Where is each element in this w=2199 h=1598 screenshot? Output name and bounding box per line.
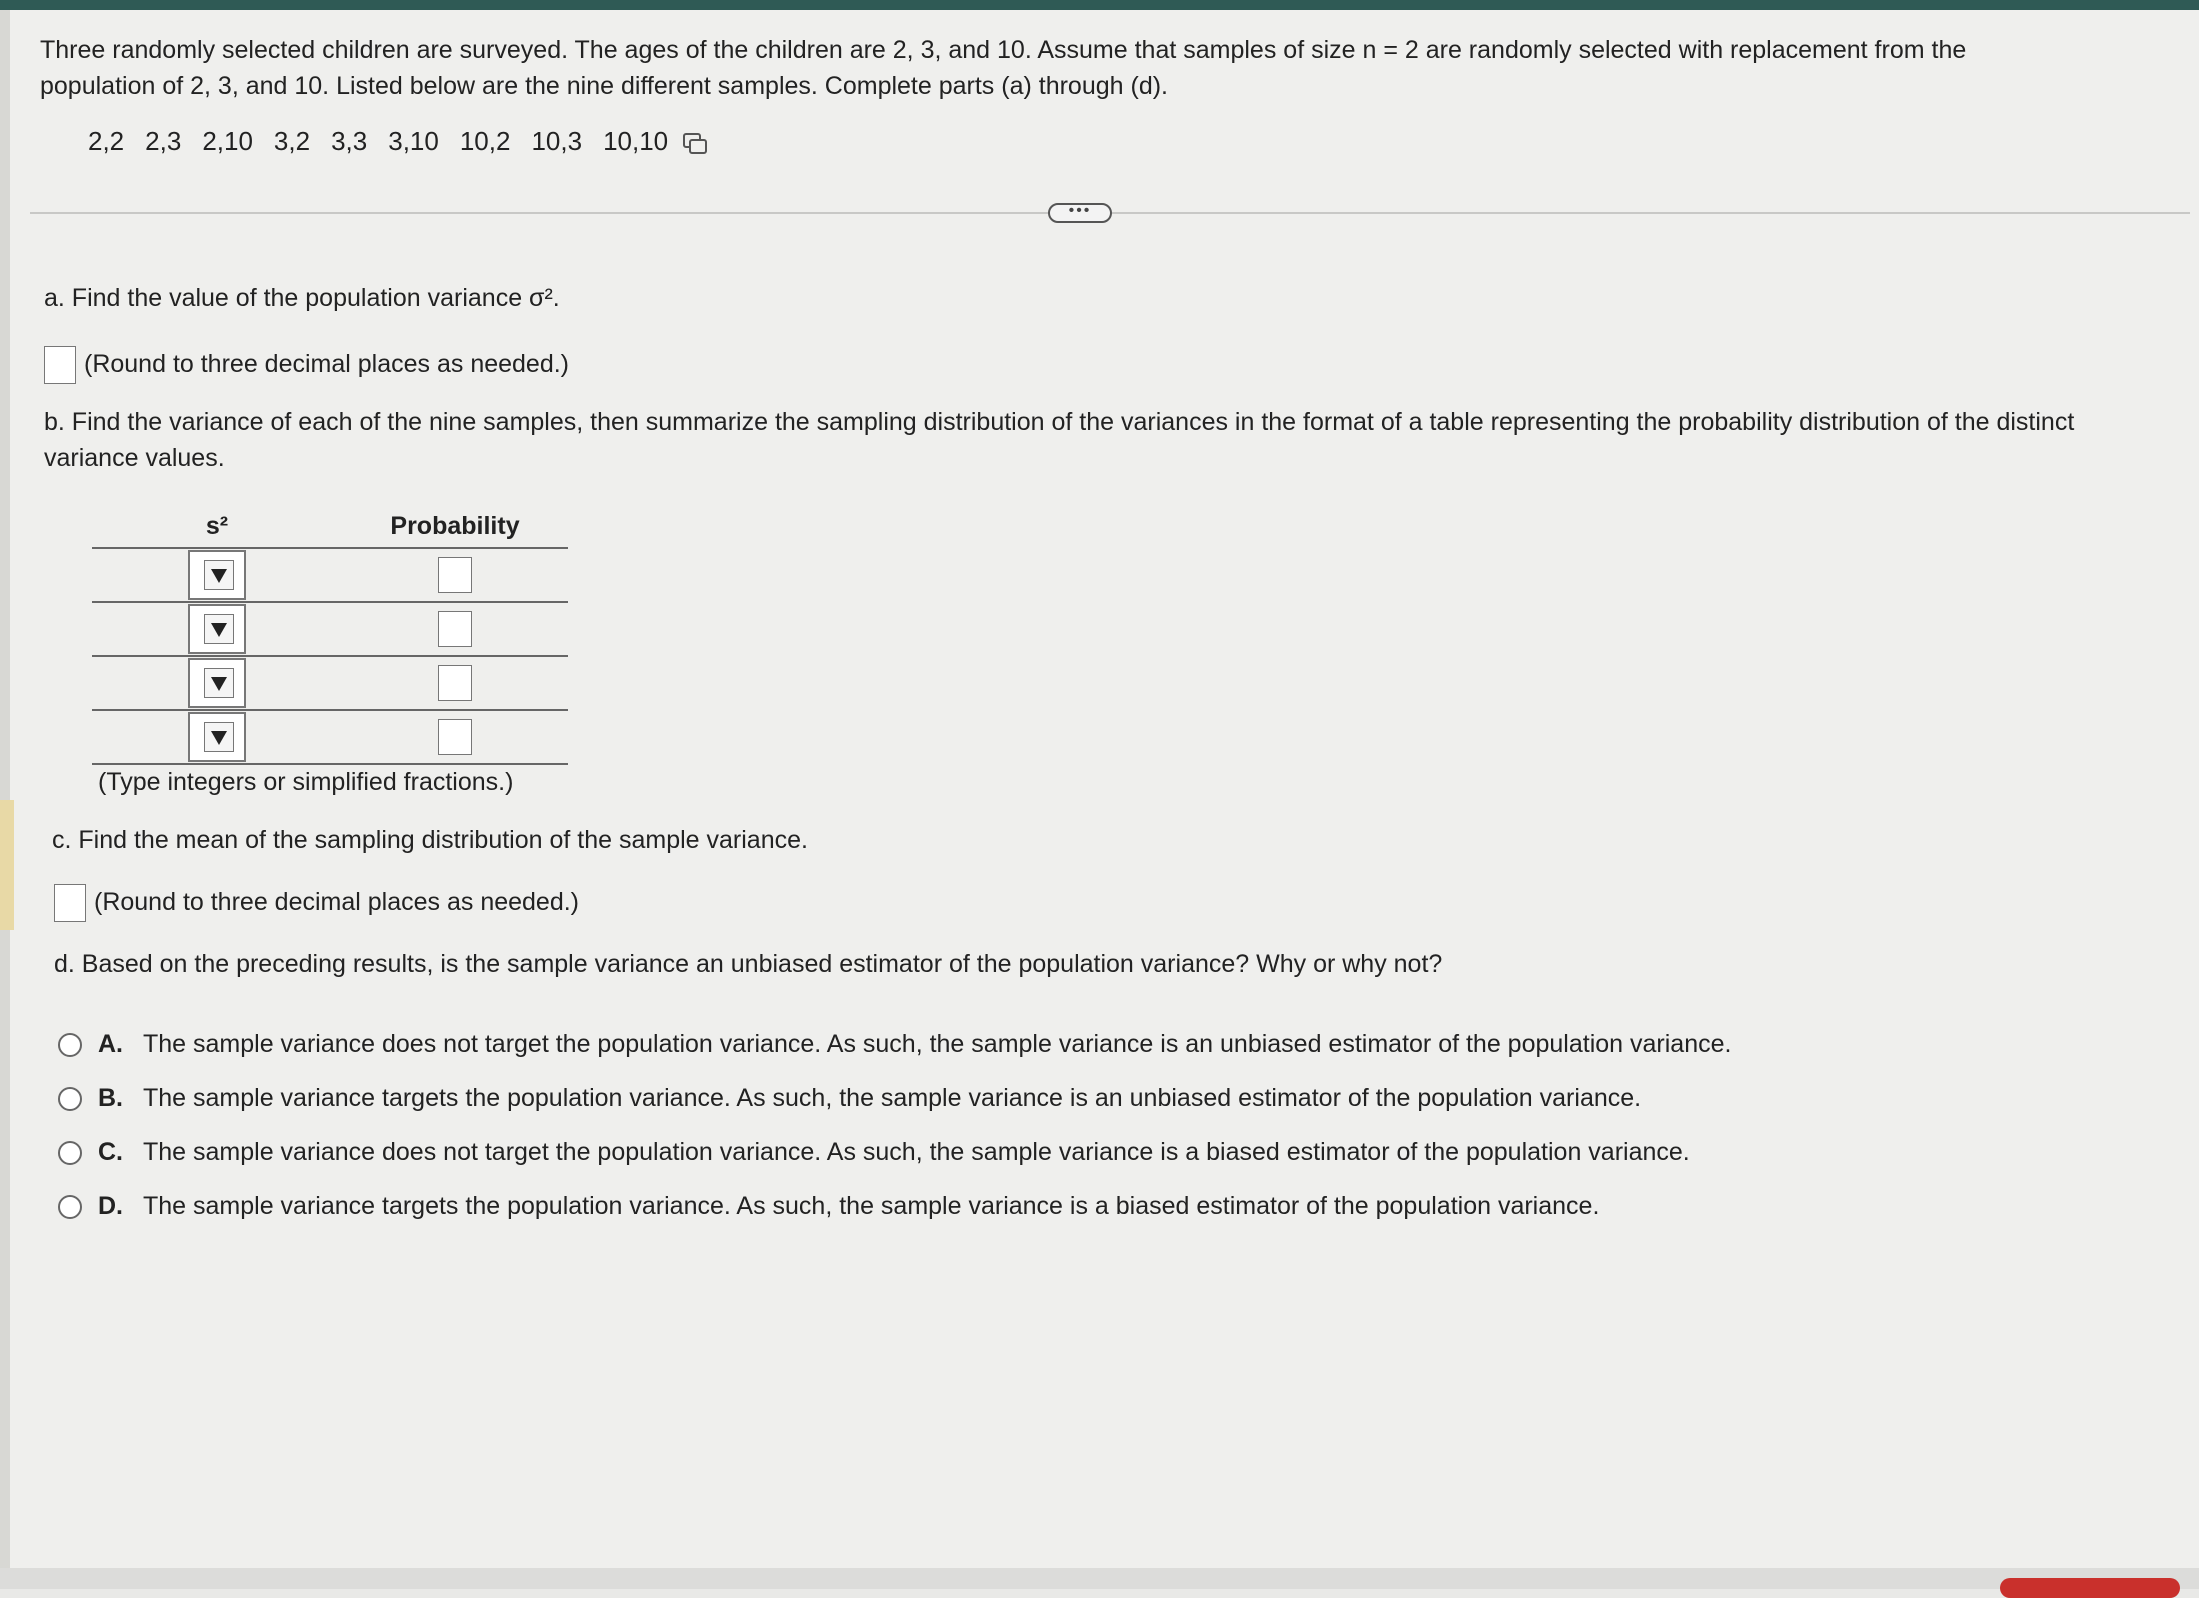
part-a-answer-row [44, 346, 569, 384]
part-d-prompt: d. Based on the preceding results, is the sample variance an unbiased estimator of the population variance? Why or why not? [54, 950, 1443, 978]
option-c-radio[interactable] [58, 1141, 82, 1165]
part-a-hint: (Round to three decimal places as needed.) [84, 350, 570, 378]
part-c-answer-input[interactable] [54, 884, 86, 922]
table-row [92, 656, 568, 710]
probability-input[interactable] [438, 719, 472, 755]
part-c-answer-row [54, 884, 579, 922]
sample-item: 10,2 [459, 126, 511, 156]
expand-more-button[interactable]: ••• [1048, 203, 1112, 223]
s2-value-dropdown[interactable] [188, 658, 246, 708]
probability-input[interactable] [438, 665, 472, 701]
distribution-table [92, 506, 568, 765]
option-letter: B. [98, 1084, 123, 1112]
probability-input[interactable] [438, 557, 472, 593]
option-text: The sample variance does not target the population variance. As such, the sample variance is an unbiased estimator of the population variance. [143, 1030, 1732, 1058]
action-button[interactable] [2000, 1578, 2180, 1598]
option-a-radio[interactable] [58, 1033, 82, 1057]
s2-column-header: s² [205, 512, 229, 540]
part-a-prompt: a. Find the value of the population variance σ². [44, 284, 560, 312]
s2-value-dropdown[interactable] [188, 712, 246, 762]
option-b-radio[interactable] [58, 1087, 82, 1111]
option-letter: C. [98, 1138, 123, 1166]
part-b-hint: (Type integers or simplified fractions.) [98, 768, 514, 796]
copy-data-icon[interactable] [683, 133, 705, 151]
probability-column-header: Probability [390, 512, 520, 540]
option-a[interactable] [58, 1030, 1731, 1059]
option-c[interactable] [58, 1138, 1690, 1167]
part-c-hint: (Round to three decimal places as needed.) [94, 888, 580, 916]
s2-value-dropdown[interactable] [188, 604, 246, 654]
table-row [92, 710, 568, 764]
sample-item: 2,2 [88, 126, 125, 156]
probability-input[interactable] [438, 611, 472, 647]
chevron-down-icon [204, 614, 234, 644]
chevron-down-icon [204, 668, 234, 698]
samples-list [88, 126, 705, 157]
s2-value-dropdown[interactable] [188, 550, 246, 600]
question-text: Three randomly selected children are surveyed. The ages of the children are 2, 3, and 10. Assume that samples of size n = 2 are randomly selected with replacement from the population of 2, 3, and 10. Listed below are the nine different samples. Complete parts (a) through (d). [40, 36, 1967, 100]
sample-item: 3,2 [273, 126, 311, 156]
part-a-answer-input[interactable] [44, 346, 76, 384]
part-c-prompt: c. Find the mean of the sampling distribution of the sample variance. [52, 826, 808, 854]
sample-item: 10,3 [531, 126, 583, 156]
option-d-radio[interactable] [58, 1195, 82, 1219]
option-d[interactable] [58, 1192, 1599, 1221]
chevron-down-icon [204, 722, 234, 752]
option-text: The sample variance targets the population variance. As such, the sample variance is an unbiased estimator of the population variance. [143, 1084, 1642, 1112]
sample-item: 2,3 [145, 126, 182, 156]
sample-item: 10,10 [603, 126, 669, 156]
option-text: The sample variance does not target the population variance. As such, the sample variance is a biased estimator of the population variance. [143, 1138, 1690, 1166]
left-strip [0, 10, 10, 1570]
progress-marker [0, 800, 14, 930]
sample-item: 3,10 [388, 126, 439, 156]
option-b[interactable] [58, 1084, 1641, 1113]
top-bar [0, 0, 2199, 10]
sample-item: 3,3 [331, 126, 368, 156]
option-letter: A. [98, 1030, 123, 1058]
table-row [92, 548, 568, 602]
option-letter: D. [98, 1192, 123, 1220]
option-text: The sample variance targets the population variance. As such, the sample variance is a biased estimator of the population variance. [143, 1192, 1600, 1220]
bottom-toolbar [0, 1568, 2199, 1589]
part-b-prompt: b. Find the variance of each of the nine samples, then summarize the sampling distribution of the variances in the format of a table representing the probability distribution of the distinct variance values. [44, 408, 2075, 472]
table-row [92, 602, 568, 656]
sample-item: 2,10 [202, 126, 253, 156]
chevron-down-icon [204, 560, 234, 590]
